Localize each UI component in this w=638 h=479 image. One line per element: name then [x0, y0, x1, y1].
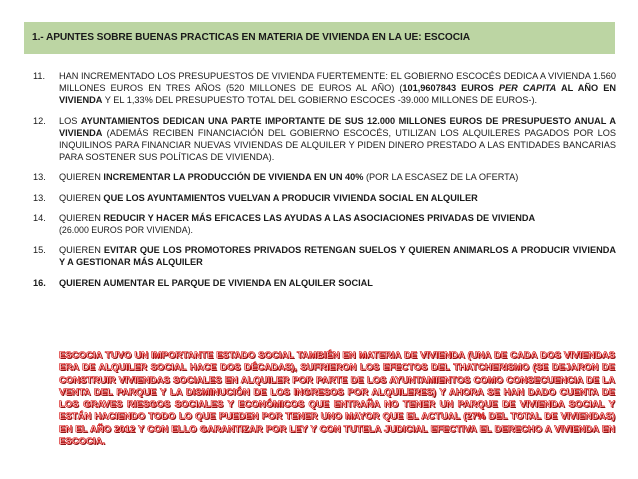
- item-number: 13.: [33, 192, 46, 203]
- item-text: QUIEREN INCREMENTAR LA PRODUCCIÓN DE VIVIENDA EN UN 40% (POR LA ESCASEZ DE LA OFERTA): [59, 172, 519, 183]
- list-item-14: [33, 212, 616, 236]
- item-number: 13.: [33, 172, 46, 183]
- list-item-13b: [33, 192, 616, 204]
- closing-text: ESCOCIA TUVO UN IMPORTANTE ESTADO SOCIAL TAMBIÉN EN MATERIA DE VIVIENDA (UNA DE CADA DOS VIVIENDAS ERA DE ALQUILER SOCIAL HACE DOS DÉCADAS), SUFRIERON LOS EFECTOS DEL THATCHERISMO (SE DEJARON DE CONSTRUIR VIVIENDAS SOCIALES EN ALQUILER POR PARTE DE LOS AYUNTAMIENTOS COMO CONSECUENCIA DE LA VENTA DEL PARQUE Y LA DISMINUCIÓN DE LOS INGRESOS POR ALQUILERES) Y AHORA SE HAN DADO CUENTA DE LOS GRAVES RIESGOS SOCIALES Y ECONÓMICOS QUE ENTRAÑA NO TENER UN PARQUE DE VIVIENDA SOCIAL Y ESTÁN HACIENDO TODO LO QUE PUEDEN POR TENER UNO MAYOR QUE EL ACTUAL (27% DEL TOTAL DE VIVIENDAS) EN EL AÑO 2012 Y CON ELLO GARANTIZAR POR LEY Y CON TUTELA JUDICIAL EFECTIVA EL DERECHO A VIVIENDA EN ESCOCIA.: [59, 350, 615, 448]
- list-item-15: [33, 244, 616, 268]
- content-list: [33, 70, 616, 297]
- closing-paragraph: [59, 350, 615, 448]
- list-item-16: [33, 277, 616, 289]
- item-number: 16.: [33, 277, 46, 288]
- item-text: QUIEREN EVITAR QUE LOS PROMOTORES PRIVADOS RETENGAN SUELOS Y QUIEREN ANIMARLOS A PRODUCIR VIVIENDA Y A GESTIONAR MÁS ALQUILER: [59, 245, 616, 268]
- item-text: LOS AYUNTAMIENTOS DEDICAN UNA PARTE IMPORTANTE DE SUS 12.000 MILLONES EUROS DE PRESUPUESTO ANUAL A VIVIENDA (ADEMÁS RECIBEN FINANCIACIÓN DEL GOBIERNO ESCOCÉS, UTILIZAN LOS ALQUILERES PAGADOS POR LOS INQUILINOS PARA FINANCIAR NUEVAS VIVIENDAS DE ALQUILER Y PIDEN DINERO PRESTADO A LAS ENTIDADES BANCARIAS PARA SOSTENER SUS POLÍTICAS DE VIVIENDA).: [59, 115, 616, 163]
- item-number: 14.: [33, 212, 46, 223]
- slide-title: [24, 22, 615, 54]
- list-item-11: [33, 70, 616, 107]
- item-number: 11.: [33, 71, 46, 81]
- item-text: QUIEREN QUE LOS AYUNTAMIENTOS VUELVAN A PRODUCIR VIVIENDA SOCIAL EN ALQUILER: [59, 192, 478, 203]
- item-number: 15.: [33, 245, 46, 256]
- item-text: HAN INCREMENTADO LOS PRESUPUESTOS DE VIVIENDA FUERTEMENTE: EL GOBIERNO ESCOCÉS DEDICA A VIVIENDA 1.560 MILLONES EUROS EN TRES AÑOS (520 MILLONES DE EUROS AL AÑO) (101,9607843 EUROS PER CAPITA AL AÑO EN VIVIENDA Y EL 1,33% DEL PRESUPUESTO TOTAL DEL GOBIERNO ESCOCES -39.000 MILLONES DE EUROS-).: [59, 71, 616, 106]
- item-text: QUIEREN REDUCIR Y HACER MÁS EFICACES LAS AYUDAS A LAS ASOCIACIONES PRIVADAS DE VIVIENDA (26.000 EUROS POR VIVIENDA).: [59, 212, 536, 236]
- list-item-12: [33, 115, 616, 164]
- slide-title-text: 1.- APUNTES SOBRE BUENAS PRACTICAS EN MATERIA DE VIVIENDA EN LA UE: ESCOCIA: [32, 32, 470, 43]
- item-number: 12.: [33, 115, 46, 126]
- item-text: QUIEREN AUMENTAR EL PARQUE DE VIVIENDA EN ALQUILER SOCIAL: [59, 277, 373, 288]
- list-item-13a: [33, 171, 616, 183]
